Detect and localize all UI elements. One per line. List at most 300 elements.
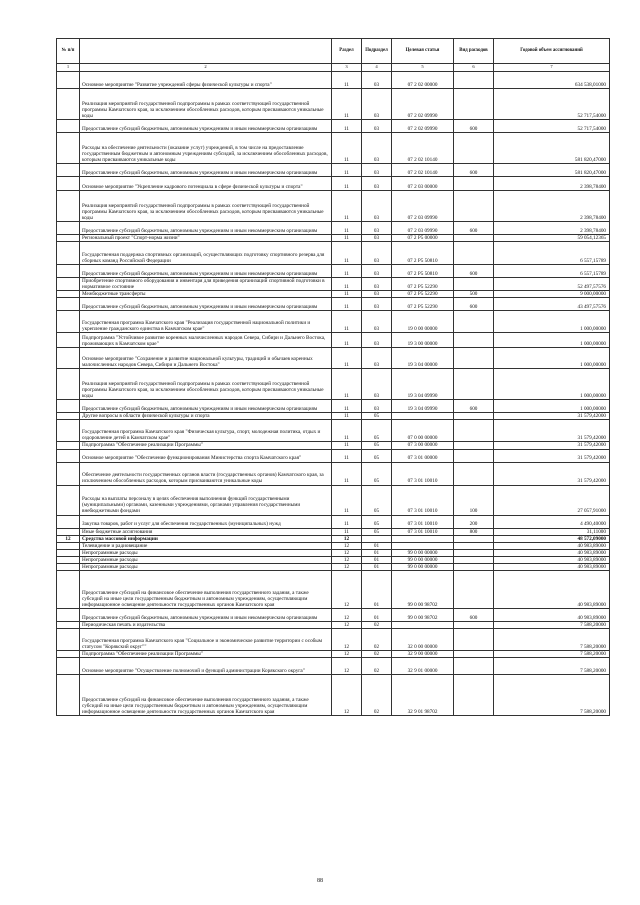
- row-expense-type: [454, 177, 494, 191]
- row-subsection: 05: [362, 528, 392, 535]
- row-target-article: 07 2 P5 50810: [392, 242, 454, 265]
- row-section: 12: [332, 622, 362, 629]
- row-subsection: 03: [362, 164, 392, 177]
- row-target-article: 07 2 P5 52290: [392, 278, 454, 291]
- row-number: [57, 191, 80, 222]
- row-number: [57, 400, 80, 413]
- row-subsection: 01: [362, 542, 392, 549]
- row-expense-type: 200: [454, 515, 494, 528]
- row-subsection: 03: [362, 191, 392, 222]
- row-target-article: 99 0 00 98702: [392, 609, 454, 622]
- header-section: Раздел: [332, 39, 362, 64]
- row-name: Иные бюджетные ассигнования: [80, 528, 332, 535]
- table-body: [57, 72, 610, 716]
- row-subsection: 03: [362, 242, 392, 265]
- row-number: [57, 413, 80, 420]
- row-name: Непрограммные расходы: [80, 564, 332, 571]
- row-section: 11: [332, 333, 362, 348]
- table-row: [57, 369, 610, 400]
- row-section: 11: [332, 291, 362, 298]
- row-subsection: 05: [362, 485, 392, 515]
- row-expense-type: [454, 622, 494, 629]
- row-expense-type: [454, 449, 494, 462]
- row-subsection: 03: [362, 348, 392, 369]
- row-section: 11: [332, 442, 362, 449]
- page-number: 88: [317, 878, 323, 884]
- table-row: [57, 120, 610, 133]
- row-target-article: 07 3 01 10010: [392, 485, 454, 515]
- row-expense-type: [454, 348, 494, 369]
- row-number: [57, 420, 80, 442]
- row-section: 11: [332, 265, 362, 278]
- table-row: [57, 462, 610, 485]
- row-name: Предоставление субсидий бюджетным, автономным учреждениям и иным некоммерческим организациям: [80, 164, 332, 177]
- row-amount: 7 588,20000: [494, 658, 610, 675]
- row-target-article: 07 3 01 00000: [392, 449, 454, 462]
- row-name: Закупка товаров, работ и услуг для обеспечения государственных (муниципальных) нужд: [80, 515, 332, 528]
- row-number: [57, 133, 80, 164]
- table-row: [57, 449, 610, 462]
- table-row: [57, 311, 610, 333]
- row-expense-type: [454, 413, 494, 420]
- row-amount: 31,11000: [494, 528, 610, 535]
- row-number: [57, 72, 80, 89]
- row-expense-type: [454, 629, 494, 651]
- table-row: [57, 528, 610, 535]
- row-amount: 40 983,89000: [494, 564, 610, 571]
- row-subsection: 03: [362, 133, 392, 164]
- table-row: [57, 549, 610, 556]
- row-expense-type: [454, 191, 494, 222]
- table-row: [57, 413, 610, 420]
- row-number: [57, 177, 80, 191]
- row-amount: 52 717,54000: [494, 120, 610, 133]
- row-subsection: 01: [362, 609, 392, 622]
- row-expense-type: [454, 235, 494, 242]
- row-number: [57, 528, 80, 535]
- row-name: Основное мероприятие "Укрепление кадрового потенциала в сфере физической культуры и спорта": [80, 177, 332, 191]
- header-target-article: Целевая статья: [392, 39, 454, 64]
- row-amount: 40 983,89000: [494, 556, 610, 563]
- row-name: Предоставление субсидий бюджетным, автономным учреждениям и иным некоммерческим организациям: [80, 120, 332, 133]
- row-section: 11: [332, 242, 362, 265]
- row-subsection: 03: [362, 291, 392, 298]
- row-section: 11: [332, 278, 362, 291]
- row-target-article: 07 2 02 09990: [392, 120, 454, 133]
- row-number: [57, 658, 80, 675]
- row-number: [57, 222, 80, 235]
- row-number: [57, 333, 80, 348]
- row-amount: 40 983,89000: [494, 549, 610, 556]
- row-section: 11: [332, 515, 362, 528]
- row-subsection: [362, 535, 392, 542]
- row-number: [57, 311, 80, 333]
- row-subsection: 03: [362, 311, 392, 333]
- header-subsection: Подраздел: [362, 39, 392, 64]
- row-target-article: 07 3 00 00000: [392, 442, 454, 449]
- row-section: 11: [332, 222, 362, 235]
- row-target-article: 32 9 00 00000: [392, 651, 454, 658]
- row-number: [57, 348, 80, 369]
- row-target-article: 07 2 02 09990: [392, 89, 454, 120]
- row-name: Предоставление субсидий на финансовое обеспечение выполнения государственного задания, а также субсидий на иные цели государственным бюджетным и автономным учреждениям, осуществляющим информационное освещение деятельности государственных органов Камчатского края: [80, 675, 332, 716]
- table-row: [57, 222, 610, 235]
- row-number: [57, 369, 80, 400]
- row-name: Реализация мероприятий государственной подпрограммы в рамках соответствующей государственной программы Камчатского края, за исключением обособленных расходов, которым присваиваются уникальные коды: [80, 191, 332, 222]
- row-amount: 6 557,15789: [494, 242, 610, 265]
- row-expense-type: 600: [454, 609, 494, 622]
- row-subsection: 02: [362, 658, 392, 675]
- table-row: [57, 72, 610, 89]
- table-row: [57, 556, 610, 563]
- row-section: 11: [332, 528, 362, 535]
- row-subsection: 05: [362, 449, 392, 462]
- row-subsection: 02: [362, 675, 392, 716]
- row-number: [57, 442, 80, 449]
- row-target-article: 07 2 03 09990: [392, 222, 454, 235]
- row-subsection: 03: [362, 298, 392, 311]
- table-row: [57, 442, 610, 449]
- row-amount: 40 983,89000: [494, 542, 610, 549]
- table-row: [57, 333, 610, 348]
- row-amount: 7 588,20000: [494, 651, 610, 658]
- row-expense-type: [454, 278, 494, 291]
- column-number: 5: [392, 64, 454, 72]
- column-numbering-row: [57, 64, 610, 72]
- row-amount: 31 579,42000: [494, 449, 610, 462]
- row-subsection: 01: [362, 564, 392, 571]
- row-expense-type: 600: [454, 400, 494, 413]
- column-number: 6: [454, 64, 494, 72]
- row-amount: 7 588,20000: [494, 629, 610, 651]
- row-target-article: 99 0 00 00000: [392, 564, 454, 571]
- row-section: 11: [332, 400, 362, 413]
- row-number: [57, 629, 80, 651]
- row-expense-type: [454, 549, 494, 556]
- row-expense-type: [454, 369, 494, 400]
- row-target-article: 07 3 01 10010: [392, 462, 454, 485]
- row-subsection: 01: [362, 549, 392, 556]
- row-expense-type: 600: [454, 164, 494, 177]
- row-subsection: 03: [362, 400, 392, 413]
- table-row: [57, 242, 610, 265]
- header-annual-amount: Годовой объем ассигнований: [494, 39, 610, 64]
- row-expense-type: [454, 72, 494, 89]
- row-subsection: 03: [362, 177, 392, 191]
- table-row: [57, 235, 610, 242]
- table-row: [57, 420, 610, 442]
- row-expense-type: [454, 564, 494, 571]
- row-section: 11: [332, 462, 362, 485]
- row-target-article: [392, 413, 454, 420]
- row-amount: 31 579,42000: [494, 462, 610, 485]
- row-amount: 634 538,01000: [494, 72, 610, 89]
- row-target-article: 99 0 00 00000: [392, 556, 454, 563]
- row-number: [57, 164, 80, 177]
- row-section: 11: [332, 89, 362, 120]
- row-name: Подпрограмма "Обеспечение реализации Программы": [80, 442, 332, 449]
- row-target-article: 19 0 00 00000: [392, 311, 454, 333]
- row-section: 12: [332, 609, 362, 622]
- row-section: 11: [332, 485, 362, 515]
- row-amount: 40 983,89000: [494, 609, 610, 622]
- row-target-article: 07 3 01 10010: [392, 515, 454, 528]
- row-section: 12: [332, 542, 362, 549]
- row-number: [57, 549, 80, 556]
- row-target-article: 32 9 01 00000: [392, 658, 454, 675]
- row-name: Расходы на выплаты персоналу в целях обеспечения выполнения функций государственными (муниципальными) органами, казенными учреждениями, органами управления государственными внебюджетными фондами: [80, 485, 332, 515]
- table-row: [57, 177, 610, 191]
- table-row: [57, 291, 610, 298]
- row-section: 11: [332, 191, 362, 222]
- row-amount: 581 820,47000: [494, 133, 610, 164]
- row-name: Реализация мероприятий государственной подпрограммы в рамках соответствующей государственной программы Камчатского края, за исключением обособленных расходов, которым присваиваются уникальные коды: [80, 89, 332, 120]
- row-target-article: 99 0 00 98702: [392, 571, 454, 609]
- row-amount: 2 398,78400: [494, 191, 610, 222]
- table-row: [57, 609, 610, 622]
- row-expense-type: [454, 89, 494, 120]
- row-number: [57, 242, 80, 265]
- column-number: 2: [80, 64, 332, 72]
- row-expense-type: 800: [454, 528, 494, 535]
- row-name: Государственная программа Камчатского края "Социальное и экономическое развитие территории с особым статусом "Корякский округ"": [80, 629, 332, 651]
- row-section: 12: [332, 549, 362, 556]
- row-number: [57, 235, 80, 242]
- row-target-article: 07 2 03 09990: [392, 191, 454, 222]
- row-number: [57, 542, 80, 549]
- table-row: [57, 485, 610, 515]
- row-target-article: 07 2 03 00000: [392, 177, 454, 191]
- row-section: 12: [332, 675, 362, 716]
- row-subsection: 03: [362, 89, 392, 120]
- row-amount: 31 579,42000: [494, 413, 610, 420]
- row-subsection: 02: [362, 651, 392, 658]
- row-section: 11: [332, 164, 362, 177]
- row-number: [57, 651, 80, 658]
- row-section: 11: [332, 72, 362, 89]
- row-section: 12: [332, 571, 362, 609]
- row-subsection: 02: [362, 622, 392, 629]
- row-name: Приобретение спортивного оборудования и инвентаря для приведения организаций спортивной подготовки в нормативное состояние: [80, 278, 332, 291]
- row-amount: 1 000,00000: [494, 369, 610, 400]
- row-name: Расходы на обеспечение деятельности (оказание услуг) учреждений, в том числе на предоставление государственным бюджетным и автономным учреждениям субсидий, за исключением обособленных расходов, которым присваиваются уникальные коды: [80, 133, 332, 164]
- row-section: 12: [332, 535, 362, 542]
- row-name: Основное мероприятие "Обеспечение функционирования Министерства спорта Камчатского края": [80, 449, 332, 462]
- row-subsection: 03: [362, 278, 392, 291]
- row-section: 11: [332, 369, 362, 400]
- row-expense-type: [454, 242, 494, 265]
- row-section: 11: [332, 235, 362, 242]
- row-amount: 2 398,78400: [494, 222, 610, 235]
- row-subsection: 05: [362, 413, 392, 420]
- row-target-article: 07 3 01 10010: [392, 528, 454, 535]
- row-expense-type: [454, 556, 494, 563]
- row-number: [57, 485, 80, 515]
- row-target-article: 99 0 00 00000: [392, 549, 454, 556]
- column-number: 4: [362, 64, 392, 72]
- row-target-article: 07 2 02 10140: [392, 164, 454, 177]
- row-number: [57, 571, 80, 609]
- row-name: Основное мероприятие "Развитие учреждений сферы физической культуры и спорта": [80, 72, 332, 89]
- row-target-article: 19 3 00 00000: [392, 333, 454, 348]
- table-row: [57, 571, 610, 609]
- table-row: [57, 651, 610, 658]
- row-number: [57, 622, 80, 629]
- row-target-article: [392, 542, 454, 549]
- table-row: [57, 515, 610, 528]
- header-num: № п/п: [57, 39, 80, 64]
- row-name: Предоставление субсидий бюджетным, автономным учреждениям и иным некоммерческим организациям: [80, 609, 332, 622]
- row-expense-type: 600: [454, 120, 494, 133]
- row-section: 11: [332, 348, 362, 369]
- row-section: 11: [332, 420, 362, 442]
- row-amount: 31 579,42000: [494, 442, 610, 449]
- row-expense-type: [454, 420, 494, 442]
- row-name: Периодическая печать и издательства: [80, 622, 332, 629]
- row-subsection: 05: [362, 420, 392, 442]
- row-amount: 43 497,57576: [494, 298, 610, 311]
- row-name: Телевидение и радиовещание: [80, 542, 332, 549]
- table-row: [57, 658, 610, 675]
- row-amount: 48 572,09000: [494, 535, 610, 542]
- row-name: Предоставление субсидий бюджетным, автономным учреждениям и иным некоммерческим организациям: [80, 298, 332, 311]
- row-amount: 9 000,00000: [494, 291, 610, 298]
- row-expense-type: 600: [454, 222, 494, 235]
- row-expense-type: [454, 462, 494, 485]
- row-name: Другие вопросы в области физической культуры и спорта: [80, 413, 332, 420]
- row-number: [57, 89, 80, 120]
- table-row: [57, 542, 610, 549]
- row-amount: 7 588,20000: [494, 675, 610, 716]
- row-target-article: 07 2 P5 52290: [392, 291, 454, 298]
- row-expense-type: [454, 571, 494, 609]
- row-amount: 59 054,12365: [494, 235, 610, 242]
- row-section: 11: [332, 133, 362, 164]
- row-subsection: 03: [362, 222, 392, 235]
- row-subsection: 03: [362, 120, 392, 133]
- table-row: [57, 348, 610, 369]
- row-expense-type: 500: [454, 291, 494, 298]
- row-amount: 581 820,47000: [494, 164, 610, 177]
- row-expense-type: [454, 311, 494, 333]
- row-subsection: 03: [362, 265, 392, 278]
- row-target-article: 07 2 P5 00000: [392, 235, 454, 242]
- row-number: [57, 298, 80, 311]
- row-name: Государственная поддержка спортивных организаций, осуществляющих подготовку спортивного резерва для сборных команд Российской Федерации: [80, 242, 332, 265]
- row-subsection: 03: [362, 235, 392, 242]
- row-subsection: 01: [362, 571, 392, 609]
- row-amount: 7 588,20000: [494, 622, 610, 629]
- header-name: [80, 39, 332, 64]
- row-section: 11: [332, 413, 362, 420]
- row-amount: 2 398,78400: [494, 177, 610, 191]
- row-expense-type: [454, 675, 494, 716]
- row-target-article: [392, 535, 454, 542]
- row-name: Реализация мероприятий государственной подпрограммы в рамках соответствующей государственной программы Камчатского края, за исключением обособленных расходов, которым присваиваются уникальные коды: [80, 369, 332, 400]
- row-target-article: 07 2 P5 52290: [392, 298, 454, 311]
- row-expense-type: [454, 133, 494, 164]
- row-section: 11: [332, 298, 362, 311]
- table-row: [57, 535, 610, 542]
- table-row: [57, 89, 610, 120]
- table-row: [57, 564, 610, 571]
- row-number: [57, 265, 80, 278]
- row-name: Региональный проект "Спорт-норма жизни": [80, 235, 332, 242]
- column-number: 3: [332, 64, 362, 72]
- row-target-article: 07 0 00 00000: [392, 420, 454, 442]
- row-name: Подпрограмма "Обеспечение реализации Программы": [80, 651, 332, 658]
- table-row: [57, 629, 610, 651]
- row-subsection: 03: [362, 333, 392, 348]
- row-target-article: [392, 622, 454, 629]
- row-expense-type: [454, 535, 494, 542]
- table-row: [57, 675, 610, 716]
- row-number: [57, 675, 80, 716]
- row-section: 12: [332, 651, 362, 658]
- column-number: 1: [57, 64, 80, 72]
- table-header-row: [57, 39, 610, 64]
- row-number: [57, 449, 80, 462]
- row-expense-type: [454, 542, 494, 549]
- row-amount: 1 000,00000: [494, 333, 610, 348]
- budget-table: [56, 38, 610, 716]
- row-number: [57, 120, 80, 133]
- row-expense-type: [454, 333, 494, 348]
- row-subsection: 05: [362, 442, 392, 449]
- row-amount: 1 000,00000: [494, 311, 610, 333]
- row-amount: 1 000,00000: [494, 400, 610, 413]
- table-row: [57, 164, 610, 177]
- row-section: 12: [332, 629, 362, 651]
- row-section: 11: [332, 120, 362, 133]
- row-name: Основное мероприятие "Сохранение и развитие национальной культуры, традиций и обычаев коренных малочисленных народов Севера, Сибири и Дальнего Востока": [80, 348, 332, 369]
- row-subsection: 05: [362, 462, 392, 485]
- row-name: Непрограммные расходы: [80, 549, 332, 556]
- row-amount: 6 557,15789: [494, 265, 610, 278]
- row-name: Предоставление субсидий бюджетным, автономным учреждениям и иным некоммерческим организациям: [80, 265, 332, 278]
- row-name: Государственная программа Камчатского края "Физическая культура, спорт, молодежная политика, отдых и оздоровление детей в Камчатском крае": [80, 420, 332, 442]
- row-name: Основное мероприятие "Осуществление полномочий и функций администрации Корякского округа": [80, 658, 332, 675]
- row-subsection: 01: [362, 556, 392, 563]
- row-target-article: 32 9 01 98702: [392, 675, 454, 716]
- row-section: 11: [332, 449, 362, 462]
- row-number: [57, 515, 80, 528]
- table-row: [57, 298, 610, 311]
- row-section: 12: [332, 658, 362, 675]
- row-name: Государственная программа Камчатского края "Реализация государственной национальной политики и укрепление гражданского единства в Камчатском крае": [80, 311, 332, 333]
- row-expense-type: 100: [454, 485, 494, 515]
- table-row: [57, 191, 610, 222]
- row-amount: 52 497,57576: [494, 278, 610, 291]
- row-amount: 31 579,42000: [494, 420, 610, 442]
- row-expense-type: 600: [454, 298, 494, 311]
- row-number: 12: [57, 535, 80, 542]
- row-target-article: 07 2 02 10140: [392, 133, 454, 164]
- row-amount: 1 000,00000: [494, 348, 610, 369]
- table-row: [57, 133, 610, 164]
- row-expense-type: 600: [454, 265, 494, 278]
- row-number: [57, 609, 80, 622]
- table-row: [57, 278, 610, 291]
- row-target-article: 19 3 04 09990: [392, 369, 454, 400]
- row-number: [57, 564, 80, 571]
- row-name: Предоставление субсидий бюджетным, автономным учреждениям и иным некоммерческим организациям: [80, 400, 332, 413]
- row-number: [57, 556, 80, 563]
- row-amount: 4 490,40000: [494, 515, 610, 528]
- row-number: [57, 291, 80, 298]
- row-name: Предоставление субсидий бюджетным, автономным учреждениям и иным некоммерческим организациям: [80, 222, 332, 235]
- row-expense-type: [454, 442, 494, 449]
